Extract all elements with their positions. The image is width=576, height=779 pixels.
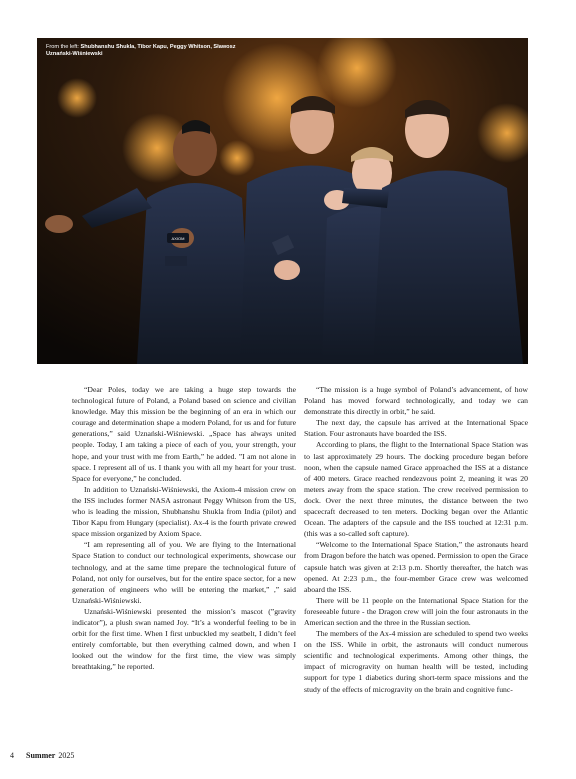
- article-column-left: [72, 384, 296, 672]
- paragraph: There will be 11 people on the International Space Station for the foreseeable future - the Dragon crew will join the four astronauts in the American section and the three in the Russian section.: [304, 595, 528, 627]
- crew-photo-illustration: [37, 38, 528, 364]
- issue-year: 2025: [58, 751, 75, 760]
- paragraph: “Welcome to the International Space Station,” the astronauts heard from Dragon before the hatch was opened. Permission to open the Grace capsule hatch was given at 2:13 p.m. Shortly thereafter, the hatch was opened. At 2:23 p.m., the four-member Grace crew was welcomed aboard the ISS.: [304, 540, 528, 594]
- page-number: 4: [10, 751, 14, 760]
- paragraph: “Dear Poles, today we are taking a huge step towards the technological future of Poland, a Poland based on science and civilian knowledge. May this mission be the beginning of an era in which our courage and determination shape a modern Poland, for us and for future generations,” said Uznański-Wiśniewski. „Space has always united people. Today, I am taking a piece of each of you, your strength, your hope, and your trust with me from Earth,” he added. ”I am not alone in space. I represent all of us. I thank you with all my heart for your trust. Space for everyone,” he concluded.: [72, 385, 296, 483]
- page-footer: [10, 751, 74, 760]
- paragraph: Uznański-Wiśniewski presented the mission’s mascot (”gravity indicator”), a plush swan named Joy. “It’s a wonderful feeling to be in orbit for the first time. When I first unbuckled my seatbelt, I didn’t feel entirely comfortable, but then everything calmed down, and when I looked out the window for the first time, the view was simply breathtaking,” he reported.: [72, 606, 296, 672]
- paragraph: According to plans, the flight to the International Space Station was to last approximately 29 hours. The docking procedure began before noon, when the capsule named Grace approached the ISS at a distance of 400 meters. Grace reached rendezvous point 2, meaning it was 20 meters away from the space station. The crew received permission to dock. Over the next three minutes, the distance between the two spacecraft decreased to ten meters. Docking began over the Atlantic Ocean. The adapters of the capsule and the ISS touched at 12:31 p.m. (this was a so-called soft capture).: [304, 440, 528, 539]
- paragraph: In addition to Uznański-Wiśniewski, the Axiom-4 mission crew on the ISS includes former NASA astronaut Peggy Whitson from the US, who is leading the mission, Shubhanshu Shukla from India (pilot) and Tibor Kapu from Hungary (specialist). Ax-4 is the fourth private crewed space mission organized by Axiom Space.: [72, 484, 296, 539]
- magazine-name: Summer: [26, 751, 56, 760]
- photo-caption: [46, 44, 246, 58]
- paragraph: The members of the Ax-4 mission are scheduled to spend two weeks on the ISS. While in orbit, the astronauts will conduct numerous scientific and technological experiments. Among other things, the impact of microgravity on human health will be tested, including support for type 1 diabetics during short-term space missions and the study of the effects of microgravity on the brain and cognitive func-: [304, 629, 528, 694]
- crew-photo: [37, 38, 528, 364]
- paragraph: The next day, the capsule has arrived at the International Space Station. Four astronauts have boarded the ISS.: [304, 418, 528, 439]
- article-column-right: [304, 384, 528, 695]
- paragraph: “I am representing all of you. We are flying to the International Space Station to conduct our technological experiments, showcase our technology, and at the same time prepare the technological future of Poland, not only for ourselves, but for the entire space sector, for a new generation of engineers who will be entering the market,” ,” said Uznański-Wiśniewski.: [72, 540, 296, 605]
- paragraph: “The mission is a huge symbol of Poland’s advancement, of how Poland has moved forward technologically, and today we can demonstrate this directly in orbit,” he said.: [304, 385, 528, 417]
- caption-names: Shubhanshu Shukla, Tibor Kapu, Peggy Whitson, Sławosz Uznański-Wiśniewski: [46, 44, 236, 58]
- axiom-patch-text: AXIOM: [171, 236, 185, 241]
- caption-prefix: From the left:: [46, 44, 81, 50]
